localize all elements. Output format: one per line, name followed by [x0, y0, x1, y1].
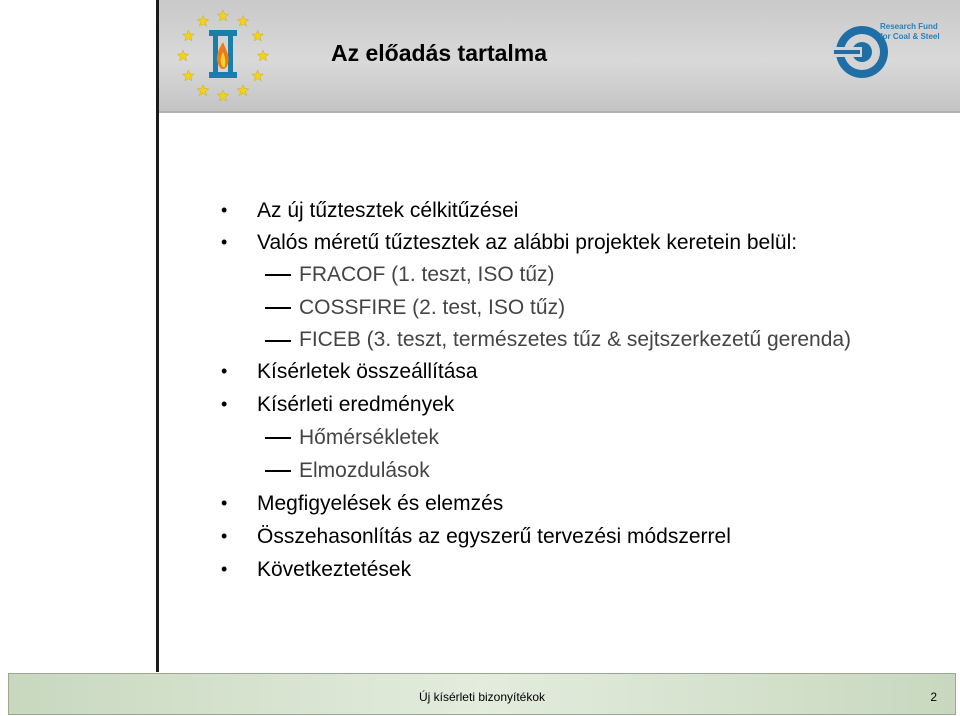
dash-icon — [265, 307, 291, 309]
dash-icon — [265, 437, 291, 439]
star-icon — [197, 15, 208, 26]
bullet-icon: • — [221, 526, 228, 546]
slide-title: Az előadás tartalma — [331, 40, 548, 66]
research-fund-logo — [832, 20, 944, 86]
star-icon — [177, 50, 188, 61]
star-icon — [183, 30, 194, 41]
list-item — [217, 487, 887, 520]
list-item — [217, 388, 887, 421]
star-icon — [183, 70, 194, 81]
list-item — [217, 324, 887, 355]
list-item-text: Az új tűztesztek célkitűzései — [257, 199, 519, 222]
list-item — [217, 291, 887, 324]
star-icon — [252, 70, 263, 81]
list-item-text: FICEB (3. teszt, természetes tűz & sejtszerkezetű gerenda) — [299, 328, 852, 351]
footer-text: Új kísérleti bizonyítékok — [418, 690, 546, 704]
list-item-text: Hőmérsékletek — [299, 426, 440, 449]
dash-icon — [265, 274, 291, 276]
list-item — [217, 227, 887, 258]
bullet-icon: • — [221, 394, 228, 414]
list-item — [217, 355, 887, 388]
bullet-icon: • — [221, 361, 228, 381]
star-icon — [252, 30, 263, 41]
dash-icon — [265, 340, 291, 342]
dash-icon — [265, 470, 291, 472]
star-icon — [237, 15, 248, 26]
bullet-icon: • — [221, 232, 228, 252]
list-item-text: FRACOF (1. teszt, ISO tűz) — [299, 263, 555, 286]
research-fund-line1: Research Fund — [880, 22, 938, 31]
page-number: 2 — [930, 690, 937, 704]
star-icon — [217, 10, 228, 21]
list-item — [217, 258, 887, 291]
list-item — [217, 553, 887, 586]
star-icon — [257, 50, 268, 61]
list-item — [217, 421, 887, 454]
list-item-text: COSSFIRE (2. test, ISO tűz) — [299, 296, 566, 319]
research-fund-line2: for Coal & Steel — [880, 32, 940, 41]
slide-footer — [8, 673, 956, 715]
list-item-text: Kísérletek összeállítása — [257, 360, 478, 383]
star-icon — [237, 85, 248, 96]
list-item-text: Valós méretű tűztesztek az alábbi projektek keretein belül: — [257, 231, 798, 254]
list-item-text: Elmozdulások — [299, 459, 430, 482]
list-item-text: Következtetések — [257, 558, 412, 581]
bullet-icon: • — [221, 200, 228, 220]
list-item-text: Összehasonlítás az egyszerű tervezési módszerrel — [257, 525, 731, 548]
star-icon — [197, 85, 208, 96]
list-item — [217, 194, 887, 227]
fire-test-logo-icon — [175, 8, 271, 104]
bullet-icon: • — [221, 493, 228, 513]
list-item-text: Kísérleti eredmények — [257, 393, 455, 416]
list-item — [217, 520, 887, 553]
bullet-list — [217, 194, 887, 586]
list-item — [217, 454, 887, 487]
bullet-icon: • — [221, 559, 228, 579]
star-icon — [217, 90, 228, 101]
list-item-text: Megfigyelések és elemzés — [257, 492, 504, 515]
